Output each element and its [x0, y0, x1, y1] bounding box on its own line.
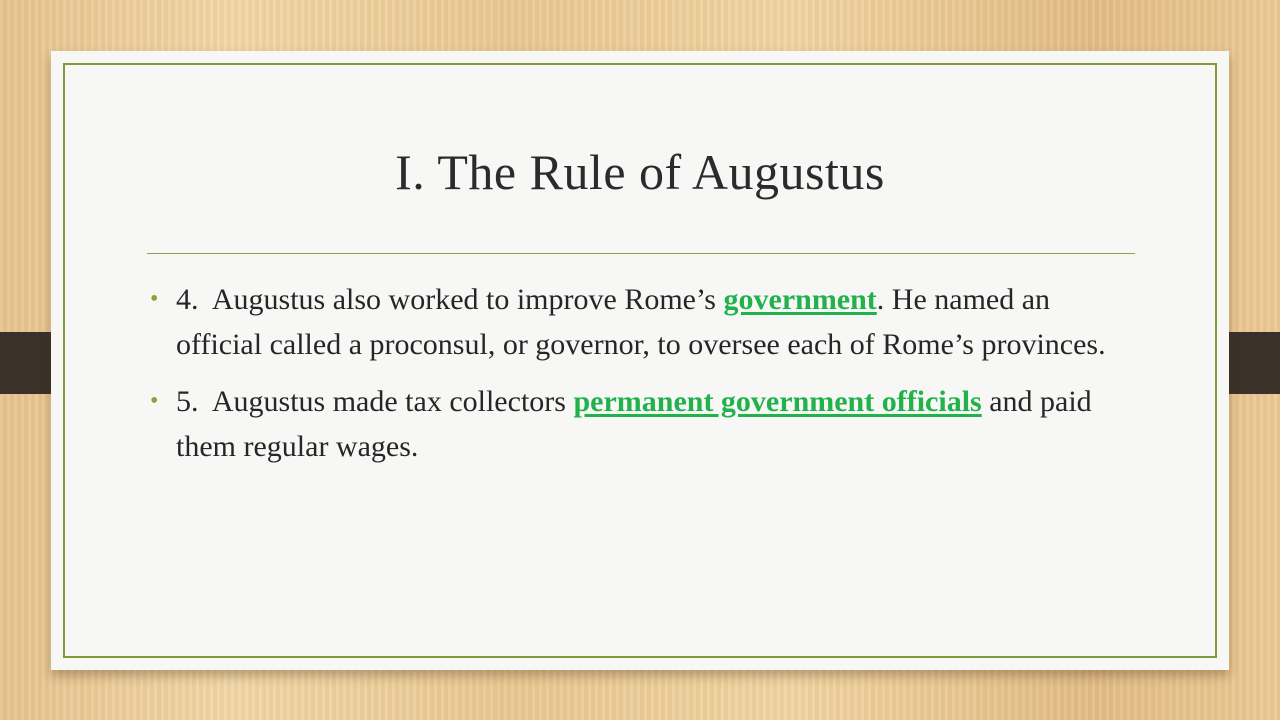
bullet-text-after: and paid them regular wages. — [176, 385, 1092, 463]
highlighted-term: permanent government officials — [573, 385, 982, 418]
slide-card — [51, 51, 1229, 670]
bullet-list — [147, 277, 1107, 481]
bullet-number: 4. — [176, 283, 199, 316]
highlighted-term: government — [723, 283, 877, 316]
bullet-number: 5. — [176, 385, 199, 418]
bullet-text-before: Augustus also worked to improve Rome’s — [211, 283, 716, 316]
slide-title: I. The Rule of Augustus — [395, 144, 885, 200]
bullet-item-5 — [147, 379, 1107, 469]
bullet-text-after: . He named an official called a proconsul, or governor, to oversee each of Rome’s provinces. — [176, 283, 1106, 361]
bullet-item-4 — [147, 277, 1107, 367]
bullet-dot-icon: • — [150, 286, 159, 312]
bullet-text-before: Augustus made tax collectors — [211, 385, 566, 418]
title-divider — [147, 253, 1135, 254]
bullet-dot-icon: • — [150, 388, 159, 414]
